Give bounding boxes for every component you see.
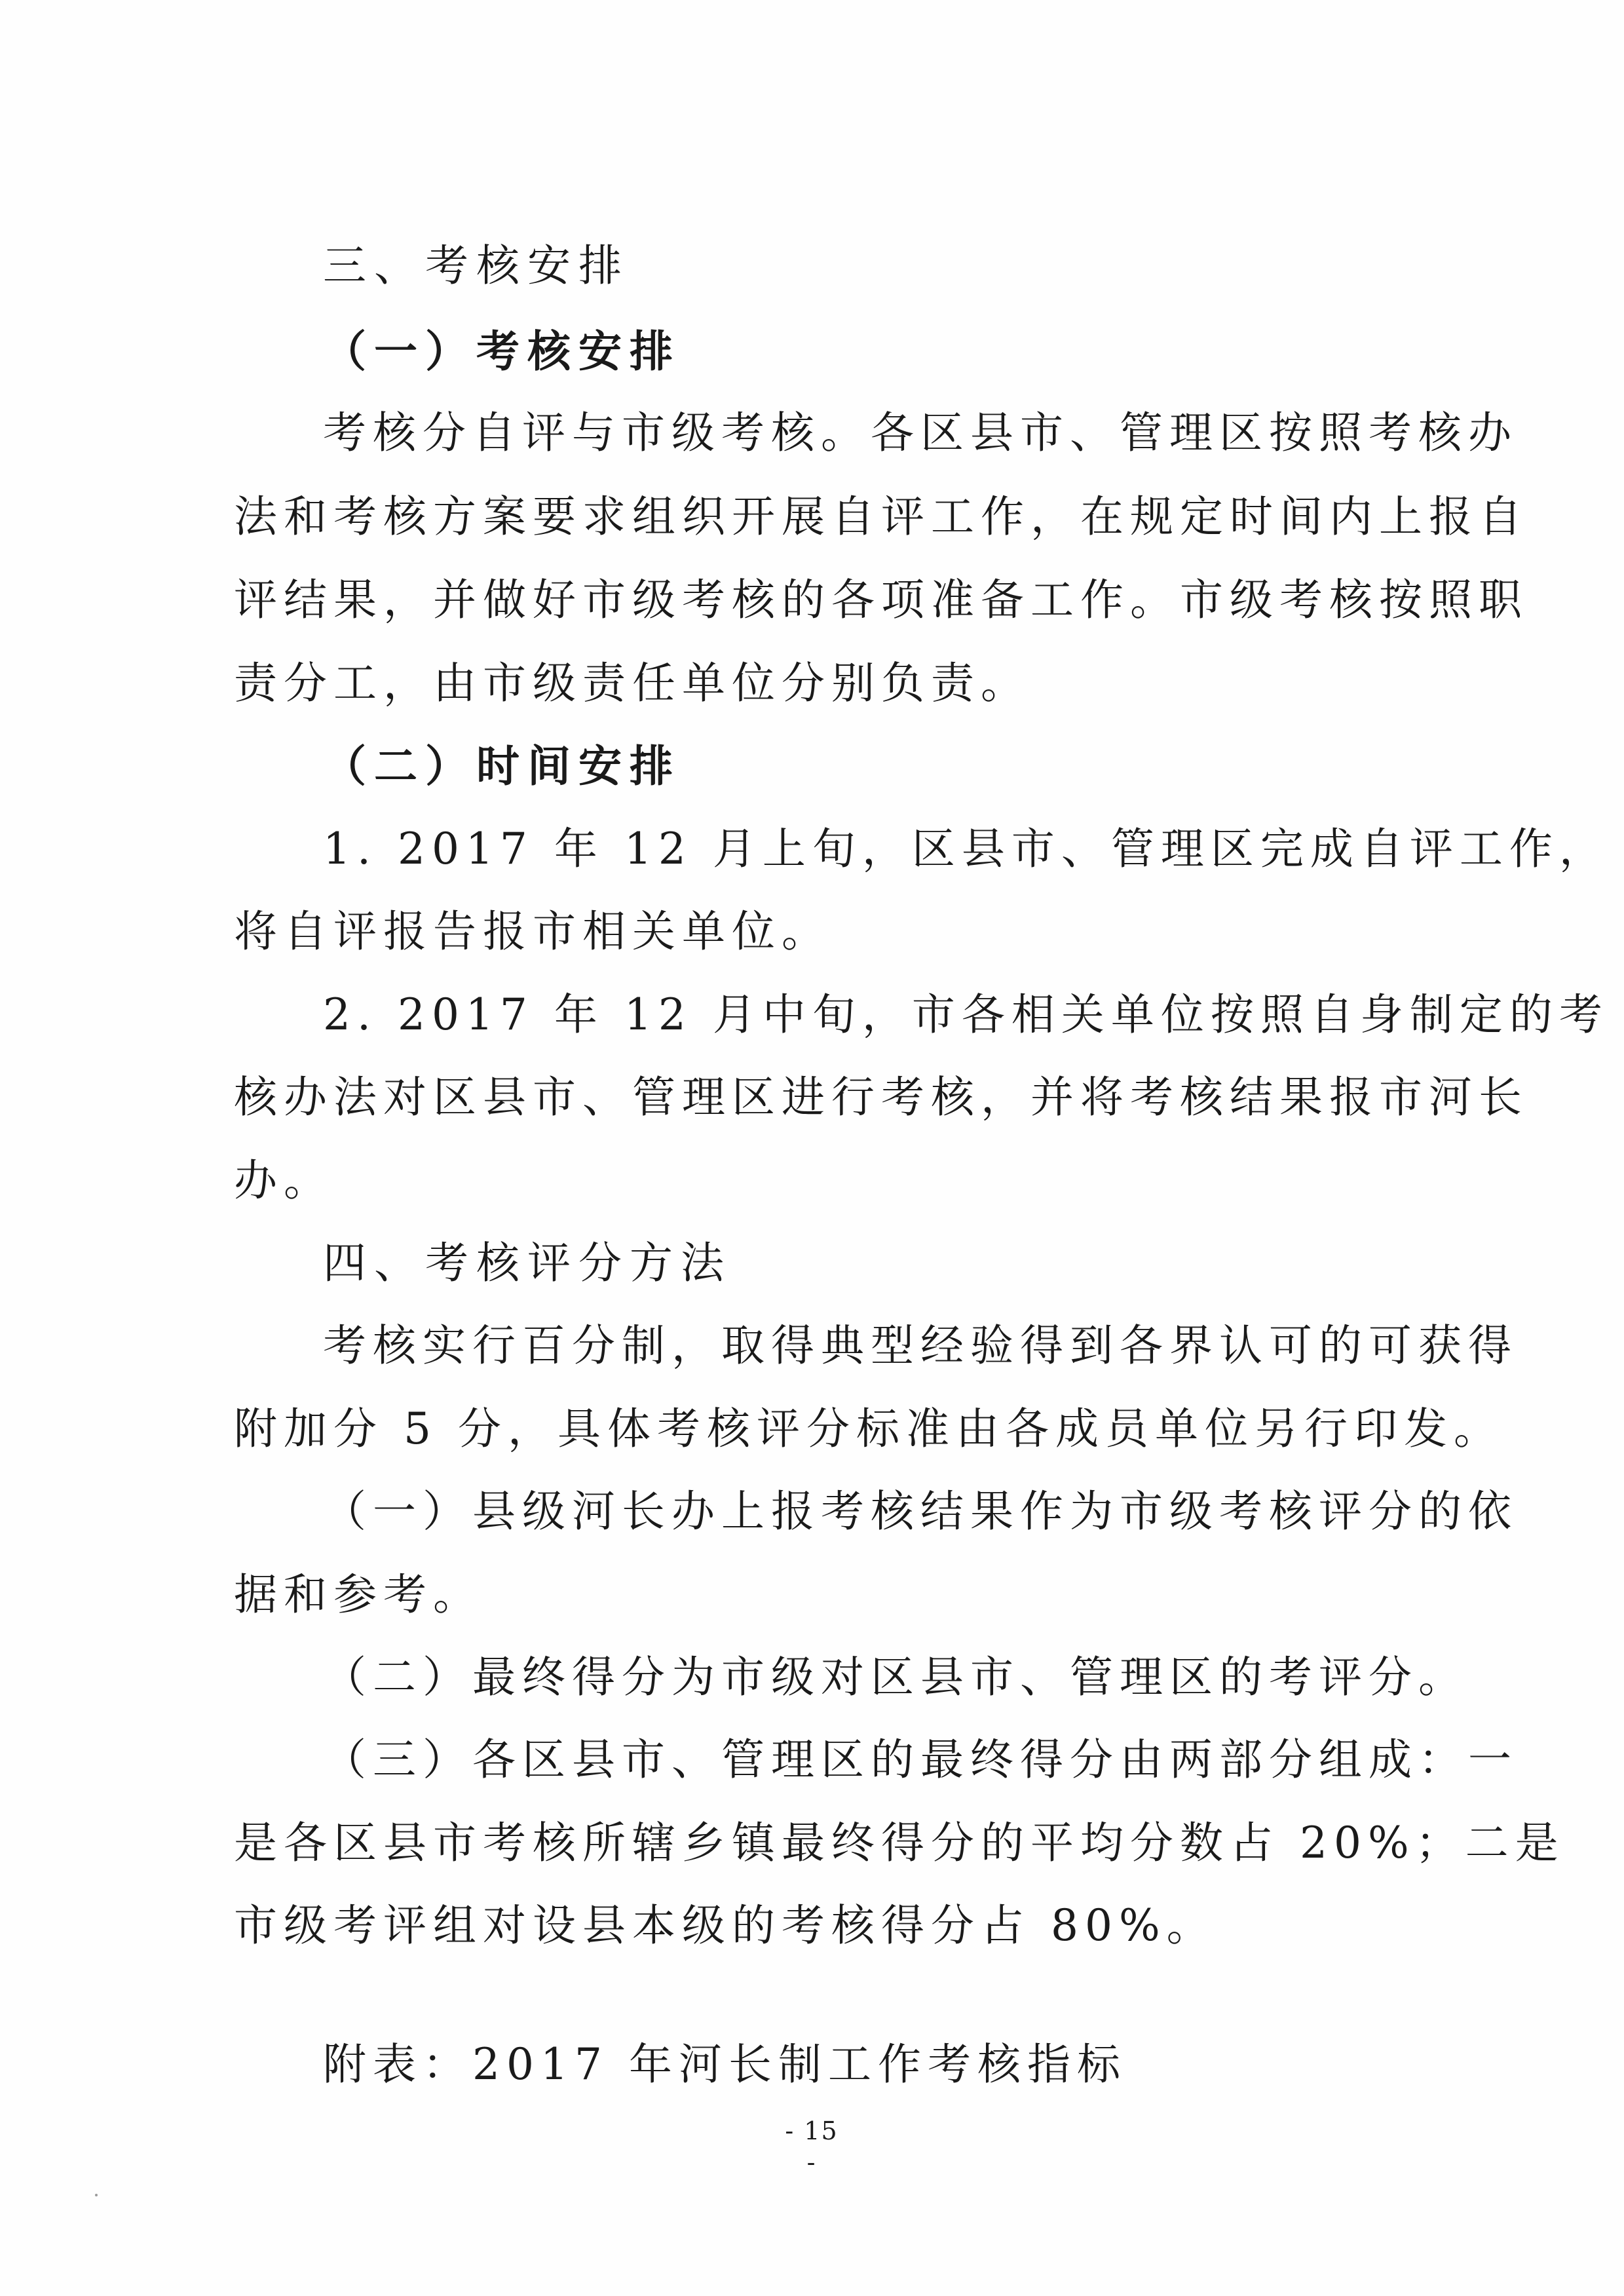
paragraph-line: 核办法对区县市、管理区进行考核，并将考核结果报市河长 bbox=[234, 1072, 1528, 1122]
paragraph-line: 是各区县市考核所辖乡镇最终得分的平均分数占 20%；二是 bbox=[234, 1818, 1565, 1868]
paragraph-line: 市级考评组对设县本级的考核得分占 80%。 bbox=[234, 1900, 1217, 1951]
paragraph-line: 评结果，并做好市级考核的各项准备工作。市级考核按照职 bbox=[234, 575, 1528, 625]
subsection-two-heading: （二）时间安排 bbox=[323, 741, 681, 792]
paragraph-line: 责分工，由市级责任单位分别负责。 bbox=[234, 658, 1030, 708]
paragraph-line: 考核实行百分制，取得典型经验得到各界认可的可获得 bbox=[323, 1320, 1518, 1371]
paragraph-line: （三）各区县市、管理区的最终得分由两部分组成：一 bbox=[323, 1734, 1518, 1785]
section-four-heading: 四、考核评分方法 bbox=[323, 1238, 732, 1288]
attachment-note: 附表：2017 年河长制工作考核指标 bbox=[323, 2039, 1127, 2090]
paragraph-line: （二）最终得分为市级对区县市、管理区的考评分。 bbox=[323, 1652, 1468, 1702]
subsection-one-heading: （一）考核安排 bbox=[323, 326, 681, 377]
section-three-heading: 三、考核安排 bbox=[323, 240, 630, 291]
paragraph-line: 附加分 5 分，具体考核评分标准由各成员单位另行印发。 bbox=[234, 1404, 1503, 1454]
paragraph-line: 办。 bbox=[234, 1155, 333, 1206]
paragraph-line: 考核分自评与市级考核。各区县市、管理区按照考核办 bbox=[323, 408, 1518, 458]
page-number: - 15 - bbox=[785, 2116, 839, 2177]
paragraph-line: （一）县级河长办上报考核结果作为市级考核评分的依 bbox=[323, 1486, 1518, 1537]
paragraph-line: 2. 2017 年 12 月中旬，市各相关单位按照自身制定的考 bbox=[323, 989, 1609, 1040]
paragraph-line: 将自评报告报市相关单位。 bbox=[234, 906, 831, 957]
scan-speck bbox=[95, 2194, 98, 2196]
paragraph-line: 法和考核方案要求组织开展自评工作，在规定时间内上报自 bbox=[234, 491, 1528, 542]
paragraph-line: 1. 2017 年 12 月上旬，区县市、管理区完成自评工作， bbox=[323, 824, 1609, 874]
paragraph-line: 据和参考。 bbox=[234, 1569, 483, 1620]
